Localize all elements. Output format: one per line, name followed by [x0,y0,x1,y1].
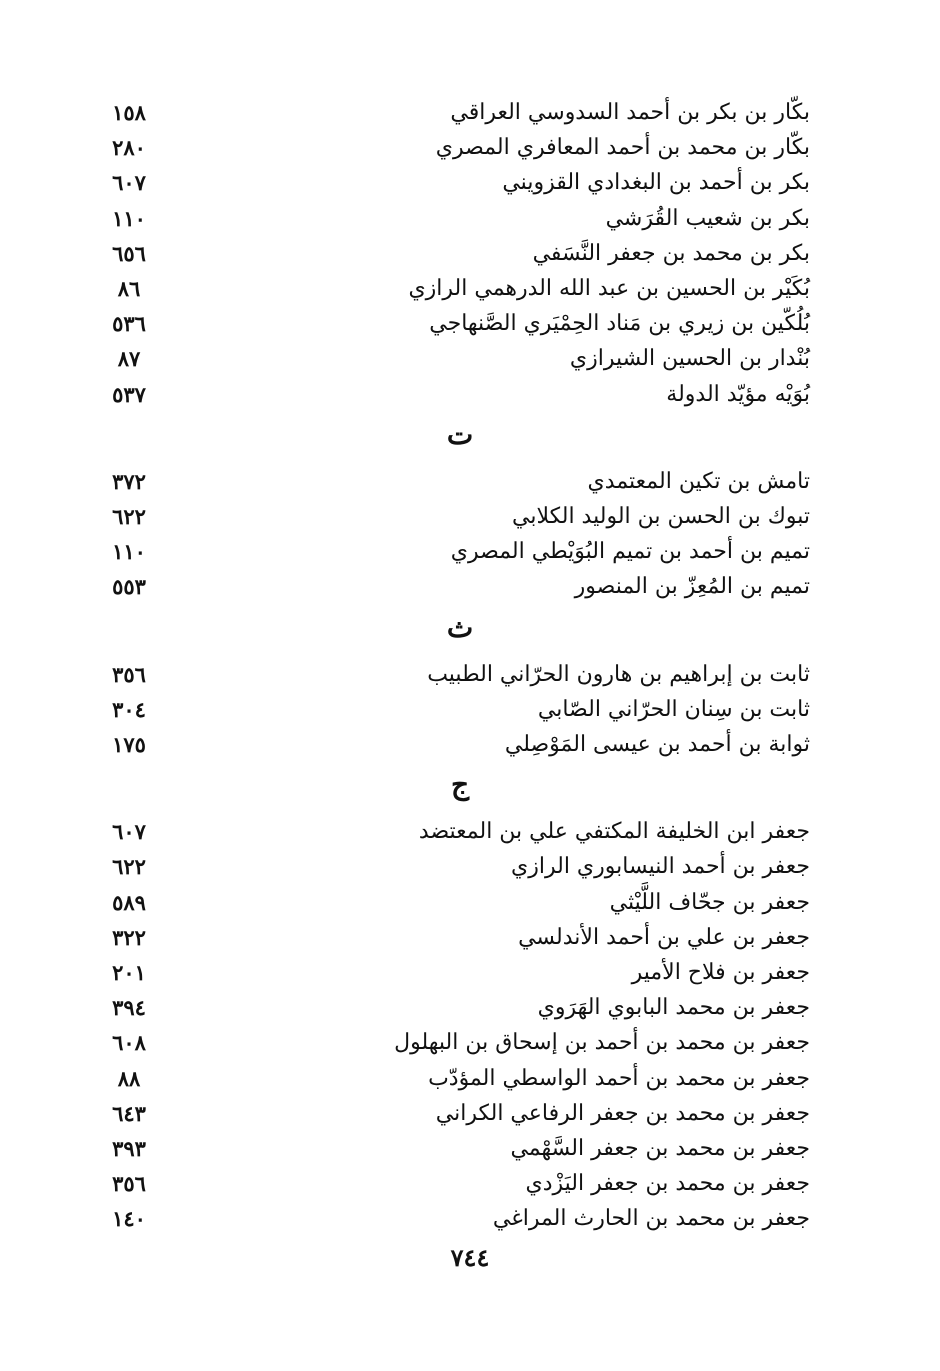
entry-name: جعفر ابن الخليفة المكتفي علي بن المعتضد [418,819,810,845]
section-letter-heading: ث [446,610,474,644]
index-entry [100,570,810,604]
index-entry [100,850,810,884]
entry-page-number: ٥٨٩ [112,889,146,915]
index-entry [100,728,810,762]
entry-page-number: ١٥٨ [112,100,146,125]
index-entry [100,1132,810,1166]
entry-page-number: ٨٧ [117,346,141,372]
entry-page-number: ١١٠ [112,205,146,231]
entry-name: ثابت بن إبراهيم بن هارون الحرّاني الطبيب [427,661,810,687]
entry-name: جعفر بن محمد البابوي الهَرَوي [537,995,810,1021]
index-entry [100,1202,810,1236]
index-entry [100,500,810,534]
entry-name: جعفر بن فلاح الأمير [631,960,810,985]
index-entry [100,815,810,849]
entry-page-number: ٣٥٦ [112,661,146,687]
index-entry [100,307,810,341]
entry-page-number: ٦٥٦ [112,240,146,266]
index-entry [100,202,810,236]
entry-name: جعفر بن أحمد النيسابوري الرازي [511,854,810,880]
entry-name: بكر بن شعيب القُرَشي [605,205,810,231]
entry-name: جعفر بن علي بن أحمد الأندلسي [518,924,810,950]
entry-name: بكر بن أحمد بن البغدادي القزويني [502,170,810,196]
entry-page-number: ٦٠٨ [112,1030,146,1056]
entry-page-number: ٦٢٢ [112,504,146,529]
index-entry [100,956,810,990]
entry-name: بُكَيْر بن الحسين بن عبد الله الدرهمي الرازي [408,276,810,301]
page-number: ٧٤٤ [450,1243,490,1272]
index-entry [100,237,810,271]
entry-page-number: ٨٨ [117,1065,141,1091]
entry-page-number: ٣٧٢ [112,468,146,494]
entry-page-number: ١٤٠ [112,1206,146,1232]
index-entry [100,131,810,165]
index-entry [100,1167,810,1201]
section-letter-heading: ج [450,768,470,802]
entry-page-number: ٨٦ [117,276,141,301]
entry-name: تبوك بن الحسن بن الوليد الكلابي [512,504,810,529]
index-entry [100,535,810,569]
entry-name: بُلُكّين بن زيري بن مَناد الحِمْيَري الصَّنهاجي [429,311,810,337]
entry-name: بكر بن محمد بن جعفر النَّسَفي [532,240,810,266]
entry-page-number: ٥٥٣ [112,574,146,600]
entry-page-number: ٢٠١ [112,960,146,985]
entry-name: جعفر بن محمد بن جعفر الرفاعي الكراني [435,1100,810,1126]
index-entry [100,1097,810,1131]
entry-page-number: ٦٠٧ [112,170,146,196]
index-entry [100,693,810,727]
entry-page-number: ٣٢٢ [112,924,146,950]
entry-page-number: ٥٣٦ [112,311,146,337]
entry-name: تميم بن المُعِزّ بن المنصور [574,574,810,600]
index-entry [100,166,810,200]
entry-name: جعفر بن محمد بن جعفر السَّهْمي [510,1136,810,1161]
entry-page-number: ٣٩٤ [112,995,146,1021]
entry-page-number: ٦٠٧ [112,819,146,845]
entry-name: جعفر بن محمد بن الحارث المراغي [492,1206,810,1232]
entry-name: جعفر بن محمد بن أحمد بن إسحاق بن البهلول [394,1030,810,1056]
entry-page-number: ٢٨٠ [112,135,146,161]
index-entry [100,96,810,130]
entry-name: تميم بن أحمد بن تميم البُوَيْطي المصري [450,539,810,565]
entry-name: ثوابة بن أحمد بن عيسى المَوْصِلي [504,732,810,757]
entry-name: بكّار بن بكر بن أحمد السدوسي العراقي [450,100,810,125]
index-entry [100,1062,810,1096]
entry-name: بُوَيْه مؤيّد الدولة [666,381,810,407]
index-entry [100,921,810,955]
entry-name: تامش بن تكين المعتمدي [587,468,810,494]
entry-name: جعفر بن محمد بن جعفر اليَزْدي [525,1171,810,1197]
entry-page-number: ١١٠ [112,539,146,565]
entry-page-number: ٣٩٣ [112,1136,146,1161]
index-entry [100,465,810,499]
index-entry [100,658,810,692]
entry-name: ثابت بن سِنان الحرّاني الصّابي [537,696,810,722]
entry-page-number: ٦٢٢ [112,854,146,880]
index-entry [100,1026,810,1060]
entry-name: بكّار بن محمد بن أحمد المعافري المصري [435,135,810,161]
index-entry [100,378,810,412]
entry-page-number: ٣٥٦ [112,1171,146,1197]
entry-page-number: ١٧٥ [112,732,146,757]
section-letter-heading: ت [446,417,474,451]
index-entry [100,342,810,376]
entry-page-number: ٦٤٣ [112,1100,146,1126]
entry-page-number: ٣٠٤ [112,696,146,722]
entry-page-number: ٥٣٧ [112,381,146,407]
index-entry [100,991,810,1025]
entry-name: بُنْدار بن الحسين الشيرازي [569,346,810,372]
index-entry [100,272,810,306]
entry-name: جعفر بن جحّاف اللَّيْثي [609,889,810,915]
index-entry [100,886,810,920]
entry-name: جعفر بن محمد بن أحمد الواسطي المؤدّب [428,1065,810,1091]
